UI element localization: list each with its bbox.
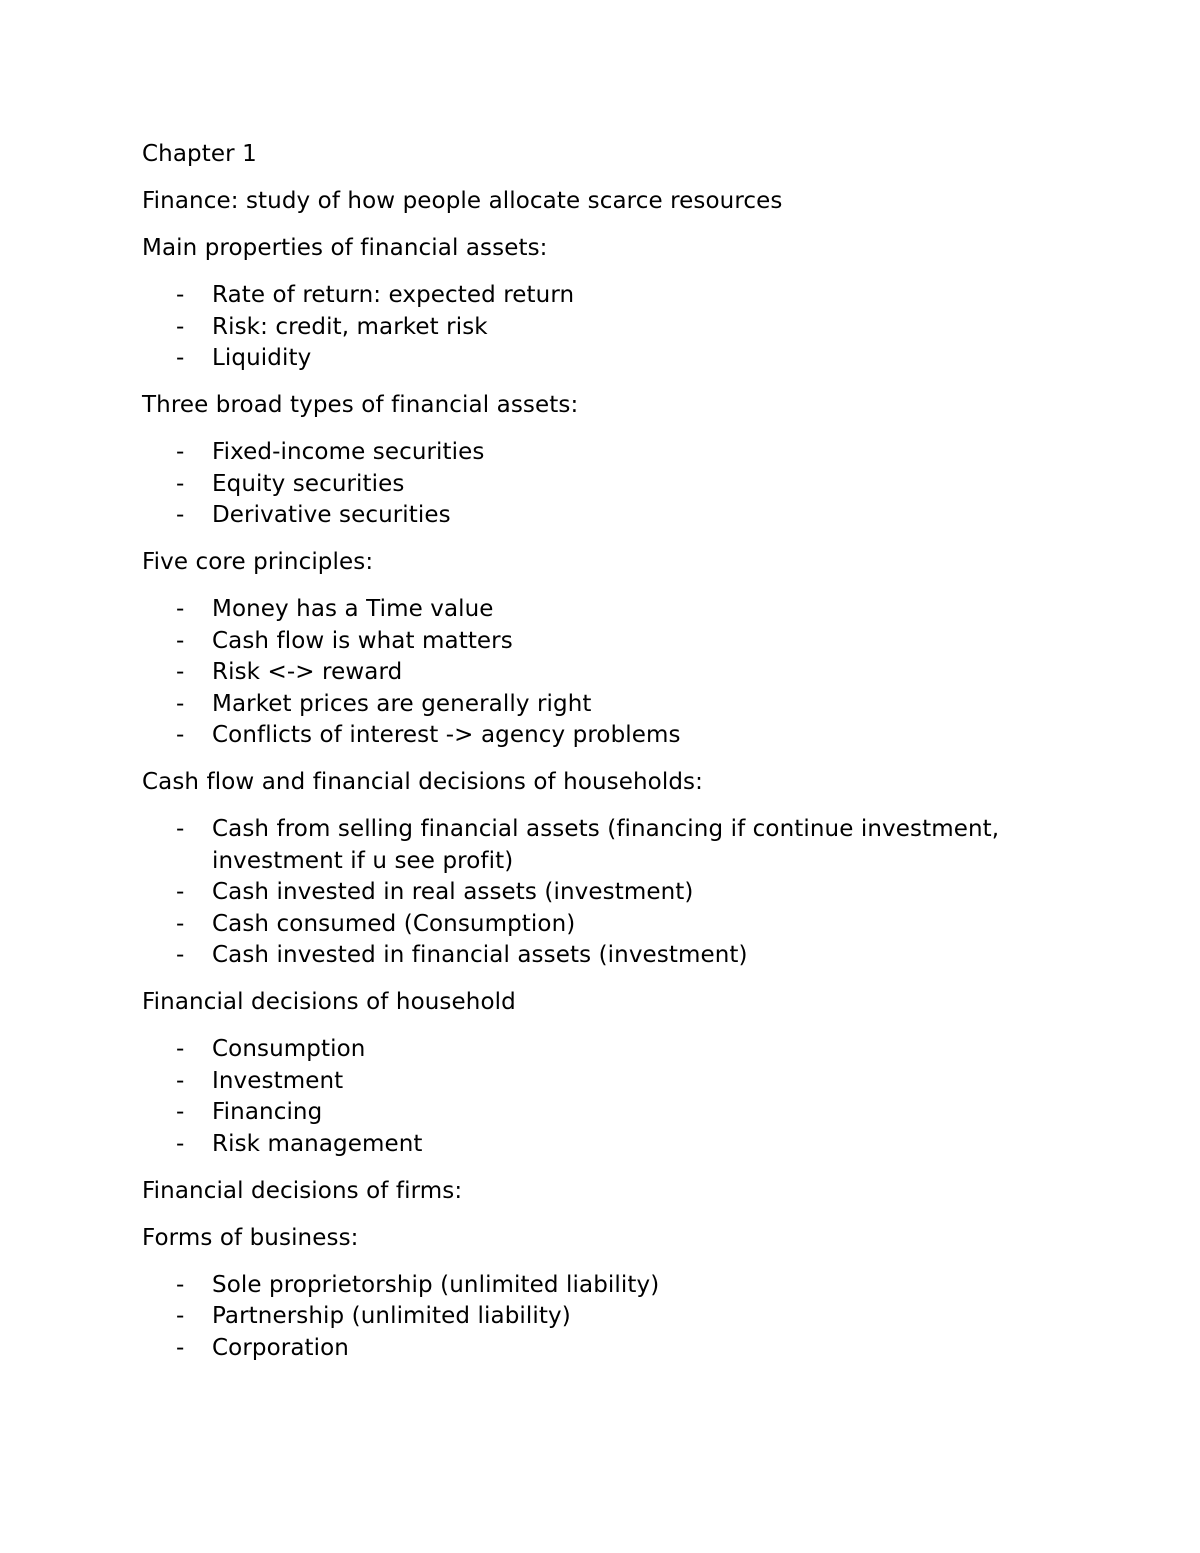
bullet-dash: - bbox=[176, 313, 185, 340]
forms-list bbox=[142, 1270, 1082, 1365]
list-item-text: Investment bbox=[212, 1067, 344, 1094]
section-heading-types: Three broad types of financial assets: bbox=[142, 392, 579, 418]
bullet-dash: - bbox=[176, 690, 185, 717]
list-item bbox=[142, 909, 1082, 941]
list-item bbox=[142, 814, 1082, 877]
list-item-text: Money has a Time value bbox=[212, 596, 494, 622]
list-item-text: Risk: credit, market risk bbox=[212, 313, 488, 340]
list-item-text: Cash flow is what matters bbox=[212, 627, 513, 654]
properties-list bbox=[142, 280, 1082, 375]
bullet-dash: - bbox=[176, 942, 185, 968]
section-heading-cashflow: Cash flow and financial decisions of households: bbox=[142, 769, 703, 795]
list-item-text: Cash from selling financial assets (financing if continue investment, investment if u see profit) bbox=[212, 816, 1000, 874]
bullet-dash: - bbox=[176, 1099, 185, 1125]
chapter-title: Chapter 1 bbox=[142, 141, 257, 167]
cashflow-list bbox=[142, 814, 1082, 972]
list-item bbox=[142, 343, 1082, 375]
list-item-text: Equity securities bbox=[212, 470, 405, 497]
list-item bbox=[142, 312, 1082, 344]
section-heading-household: Financial decisions of household bbox=[142, 989, 516, 1015]
document-page bbox=[142, 139, 1082, 1380]
section-heading-principles: Five core principles: bbox=[142, 549, 374, 575]
household-list bbox=[142, 1034, 1082, 1160]
bullet-dash: - bbox=[176, 722, 185, 748]
bullet-dash: - bbox=[176, 1036, 185, 1062]
list-item bbox=[142, 1097, 1082, 1129]
list-item bbox=[142, 1301, 1082, 1333]
bullet-dash: - bbox=[176, 879, 185, 905]
bullet-dash: - bbox=[176, 1303, 185, 1329]
list-item-text: Conflicts of interest -> agency problems bbox=[212, 722, 681, 748]
bullet-dash: - bbox=[176, 816, 185, 842]
section-heading-forms: Forms of business: bbox=[142, 1224, 359, 1251]
list-item bbox=[142, 1129, 1082, 1161]
list-item bbox=[142, 280, 1082, 312]
list-item bbox=[142, 940, 1082, 972]
section-heading-properties: Main properties of financial assets: bbox=[142, 235, 548, 261]
bullet-dash: - bbox=[176, 1067, 185, 1094]
list-item-text: Liquidity bbox=[212, 345, 312, 371]
bullet-dash: - bbox=[176, 282, 185, 308]
list-item-text: Rate of return: expected return bbox=[212, 282, 575, 308]
list-item-text: Corporation bbox=[212, 1334, 349, 1361]
list-item-text: Sole proprietorship (unlimited liability) bbox=[212, 1271, 660, 1298]
list-item-text: Partnership (unlimited liability) bbox=[212, 1303, 571, 1329]
bullet-dash: - bbox=[176, 627, 185, 654]
section-heading-firms: Financial decisions of firms: bbox=[142, 1177, 463, 1204]
bullet-dash: - bbox=[176, 470, 185, 497]
list-item-text: Fixed-income securities bbox=[212, 439, 485, 465]
bullet-dash: - bbox=[176, 439, 185, 465]
list-item-text: Cash invested in financial assets (investment) bbox=[212, 942, 748, 968]
list-item bbox=[142, 469, 1082, 501]
list-item bbox=[142, 720, 1082, 752]
list-item bbox=[142, 1270, 1082, 1302]
bullet-dash: - bbox=[176, 910, 185, 937]
list-item bbox=[142, 1066, 1082, 1098]
list-item-text: Consumption bbox=[212, 1036, 366, 1062]
list-item-text: Risk management bbox=[212, 1130, 423, 1157]
list-item bbox=[142, 1034, 1082, 1066]
principles-list bbox=[142, 594, 1082, 752]
bullet-dash: - bbox=[176, 345, 185, 371]
list-item-text: Cash invested in real assets (investment) bbox=[212, 879, 694, 905]
list-item bbox=[142, 689, 1082, 721]
list-item-text: Risk <-> reward bbox=[212, 659, 403, 685]
types-list bbox=[142, 437, 1082, 532]
list-item-text: Cash consumed (Consumption) bbox=[212, 910, 576, 937]
list-item bbox=[142, 877, 1082, 909]
list-item-text: Market prices are generally right bbox=[212, 690, 592, 717]
bullet-dash: - bbox=[176, 596, 185, 622]
bullet-dash: - bbox=[176, 659, 185, 685]
list-item bbox=[142, 500, 1082, 532]
list-item bbox=[142, 1333, 1082, 1365]
bullet-dash: - bbox=[176, 1130, 185, 1157]
bullet-dash: - bbox=[176, 1271, 185, 1298]
list-item bbox=[142, 437, 1082, 469]
bullet-dash: - bbox=[176, 1334, 185, 1361]
list-item bbox=[142, 657, 1082, 689]
bullet-dash: - bbox=[176, 502, 185, 528]
list-item bbox=[142, 594, 1082, 626]
finance-definition: Finance: study of how people allocate scarce resources bbox=[142, 188, 783, 214]
list-item bbox=[142, 626, 1082, 658]
list-item-text: Derivative securities bbox=[212, 502, 451, 528]
list-item-text: Financing bbox=[212, 1099, 323, 1125]
